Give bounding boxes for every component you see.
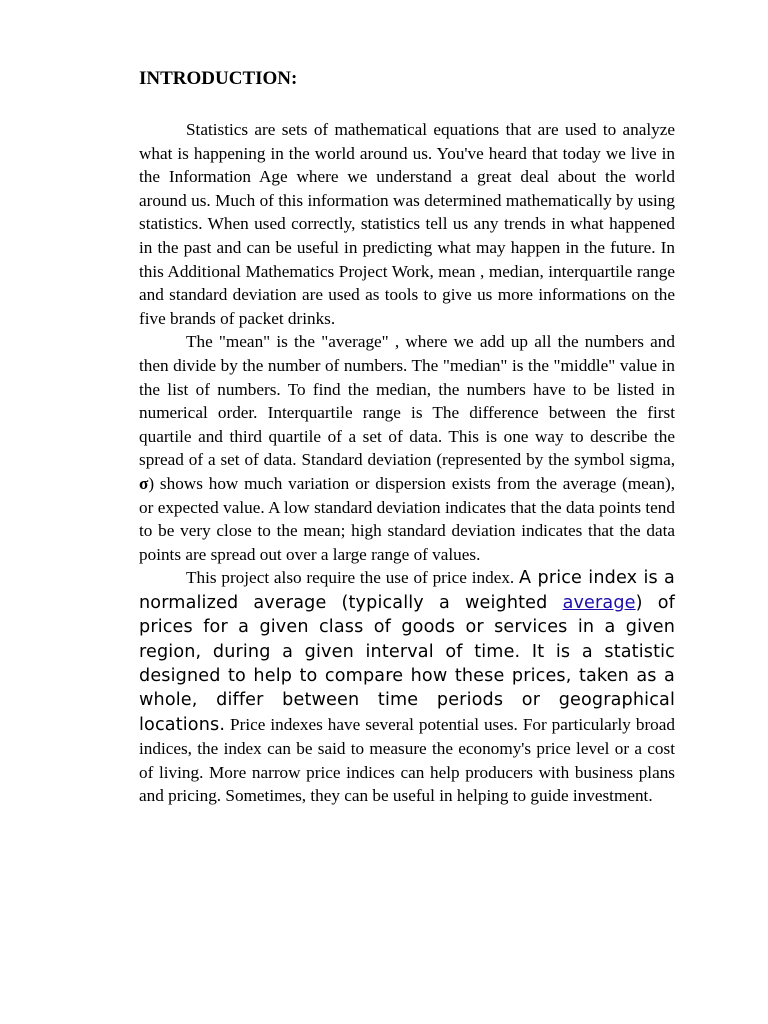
price-index-definition: A price index is a normalized average (typically a weighted xyxy=(139,568,675,613)
sigma-symbol: σ xyxy=(139,473,149,493)
document-page xyxy=(139,66,675,808)
page-title: INTRODUCTION: xyxy=(139,68,298,89)
paragraph-mean-median-text-continued: ) shows how much variation or dispersion exists from the average (mean), or expected value. A low standard deviation indicates that the data points tend to be very close to the mean; high standard deviation indicates that the data points are spread out over a large range of values. xyxy=(139,473,675,564)
paragraph-price-index xyxy=(139,566,675,808)
paragraph-statistics-intro-text: Statistics are sets of mathematical equations that are used to analyze what is happening in the world around us. You've heard that today we live in the Information Age where we understand a great deal about the world around us. Much of this information was determined mathematically by using statistics. When used correctly, statistics tell us any trends in what happened in the past and can be useful in predicting what may happen in the future. In this Additional Mathematics Project Work, mean , median, interquartile range and standard deviation are used as tools to give us more informations on the five brands of packet drinks. xyxy=(139,120,675,328)
average-link[interactable]: average xyxy=(562,592,636,613)
paragraph-mean-median xyxy=(139,330,675,566)
paragraph-statistics-intro xyxy=(139,118,675,330)
paragraph-price-index-intro: This project also require the use of price index. xyxy=(186,568,520,588)
paragraph-mean-median-text: The "mean" is the "average" , where we add up all the numbers and then divide by the number of numbers. The "median" is the "middle" value in the list of numbers. To find the median, the numbers have to be listed in numerical order. Interquartile range is The difference between the first quartile and third quartile of a set of data. This is one way to describe the spread of a set of data. Standard deviation (represented by the symbol sigma, xyxy=(139,332,675,470)
paragraph-price-index-uses: Price indexes have several potential uses. For particularly broad indices, the index can be said to measure the economy's price level or a cost of living. More narrow price indices can help producers with business plans and pricing. Sometimes, they can be useful in helping to guide investment. xyxy=(139,714,675,806)
price-index-definition-continued: ) of prices for a given class of goods or services in a given region, during a given interval of time. It is a statistic designed to help to compare how these prices, taken as a whole, differ between time periods or geographical locations. xyxy=(139,592,675,735)
